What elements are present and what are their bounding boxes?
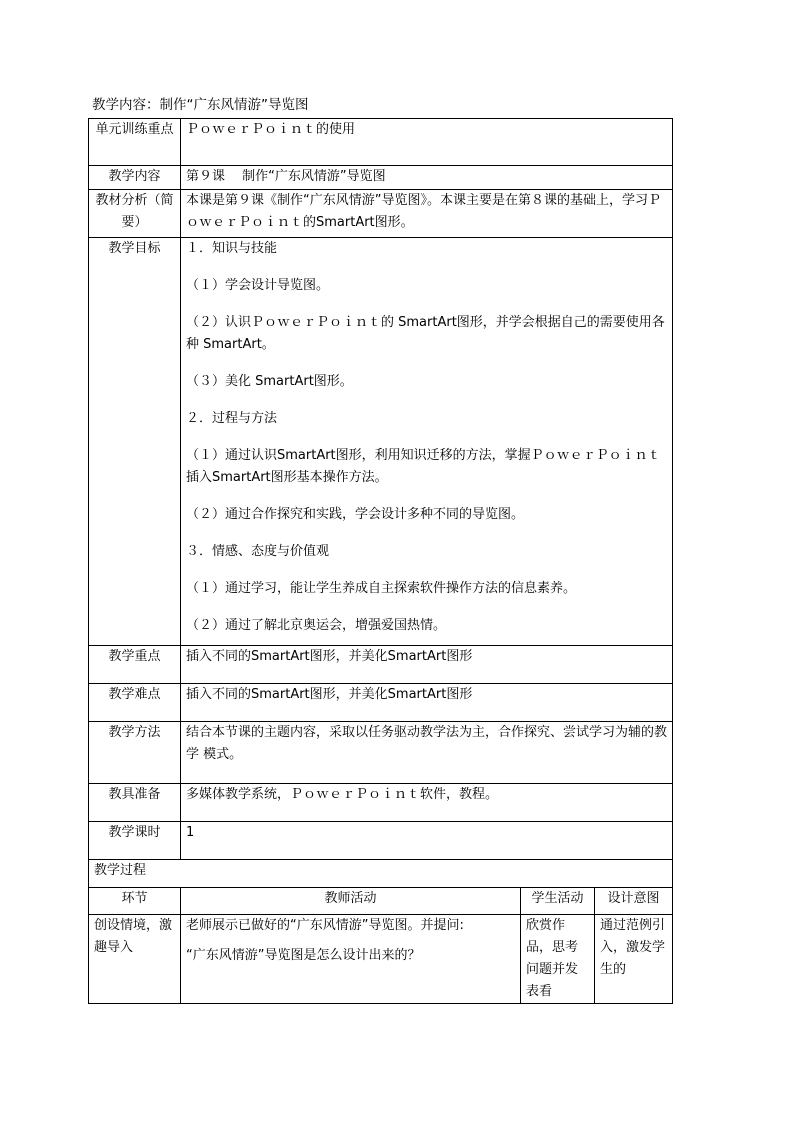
objective-item: ３．情感、态度与价值观 bbox=[186, 544, 330, 559]
process-row bbox=[89, 915, 673, 1004]
row-content bbox=[89, 166, 673, 190]
content-label: 教学内容 bbox=[89, 166, 181, 190]
objective-item: （２）认识ＰｏｗｅｒＰｏｉｎｔ的 SmartArt图形，并学会根据自己的需要使用各种 SmartArt。 bbox=[186, 315, 665, 352]
hours-label: 教学课时 bbox=[89, 822, 181, 860]
row-tools bbox=[89, 784, 673, 822]
design-intent-cell: 通过范例引入，激发学生的 bbox=[595, 915, 673, 1004]
row-difficulties bbox=[89, 684, 673, 722]
methods-value: 结合本节课的主题内容，采取以任务驱动教学法为主，合作探究、尝试学习为辅的教学 模式。 bbox=[181, 722, 673, 784]
hours-value: 1 bbox=[181, 822, 673, 860]
header-stage: 环节 bbox=[89, 888, 181, 915]
difficulties-value: 插入不同的SmartArt图形，并美化SmartArt图形 bbox=[181, 684, 673, 722]
objective-item: （２）通过合作探究和实践，学会设计多种不同的导览图。 bbox=[186, 507, 525, 522]
row-analysis bbox=[89, 190, 673, 238]
stage-cell: 创设情境，激趣导入 bbox=[89, 915, 181, 1004]
teacher-activity-cell bbox=[181, 915, 521, 1004]
tools-value: 多媒体教学系统，ＰｏｗｅｒＰｏｉｎｔ软件，教程。 bbox=[181, 784, 673, 822]
objective-item: （２）通过了解北京奥运会，增强爱国热情。 bbox=[186, 618, 447, 633]
objective-item: （１）通过学习，能让学生养成自主探索软件操作方法的信息素养。 bbox=[186, 581, 577, 596]
unit-focus-value: ＰｏｗｅｒＰｏｉｎｔ的使用 bbox=[181, 119, 673, 166]
analysis-value: 本课是第９课《制作“广东风情游”导览图》。本课主要是在第８课的基础上，学习ＰｏｗｅｒＰｏｉｎｔ的SmartArt图形。 bbox=[181, 190, 673, 238]
objective-item: （３）美化 SmartArt图形。 bbox=[186, 374, 353, 389]
document-title: 教学内容：制作“广东风情游”导览图 bbox=[92, 97, 309, 113]
row-unit-focus bbox=[89, 119, 673, 166]
analysis-label: 教材分析（简要） bbox=[89, 190, 181, 238]
key-points-value: 插入不同的SmartArt图形，并美化SmartArt图形 bbox=[181, 646, 673, 684]
row-process-title bbox=[89, 860, 673, 888]
key-points-label: 教学重点 bbox=[89, 646, 181, 684]
header-intent: 设计意图 bbox=[595, 888, 673, 915]
difficulties-label: 教学难点 bbox=[89, 684, 181, 722]
row-methods bbox=[89, 722, 673, 784]
row-hours bbox=[89, 822, 673, 860]
process-title: 教学过程 bbox=[89, 860, 673, 888]
header-student: 学生活动 bbox=[521, 888, 595, 915]
process-header-row bbox=[89, 888, 673, 915]
objectives-label: 教学目标 bbox=[89, 238, 181, 646]
row-key-points bbox=[89, 646, 673, 684]
objective-item: １．知识与技能 bbox=[186, 241, 278, 256]
row-objectives bbox=[89, 238, 673, 646]
methods-label: 教学方法 bbox=[89, 722, 181, 784]
unit-focus-label: 单元训练重点 bbox=[89, 119, 181, 166]
objective-item: ２．过程与方法 bbox=[186, 411, 278, 426]
tools-label: 教具准备 bbox=[89, 784, 181, 822]
student-activity-cell: 欣赏作品，思考问题并发表看 bbox=[521, 915, 595, 1004]
teacher-activity-line: 老师展示已做好的“广东风情游”导览图。并提问: bbox=[186, 918, 464, 933]
header-teacher: 教师活动 bbox=[181, 888, 521, 915]
objective-item: （１）通过认识SmartArt图形，利用知识迁移的方法，掌握ＰｏｗｅｒＰｏｉｎｔ插入SmartArt图形基本操作方法。 bbox=[186, 448, 661, 485]
objectives-list bbox=[181, 238, 673, 646]
content-value: 第９课 制作“广东风情游”导览图 bbox=[181, 166, 673, 190]
teacher-activity-line: “广东风情游”导览图是怎么设计出来的？ bbox=[186, 948, 421, 963]
objective-item: （１）学会设计导览图。 bbox=[186, 278, 330, 293]
lesson-plan-table bbox=[88, 118, 673, 1004]
